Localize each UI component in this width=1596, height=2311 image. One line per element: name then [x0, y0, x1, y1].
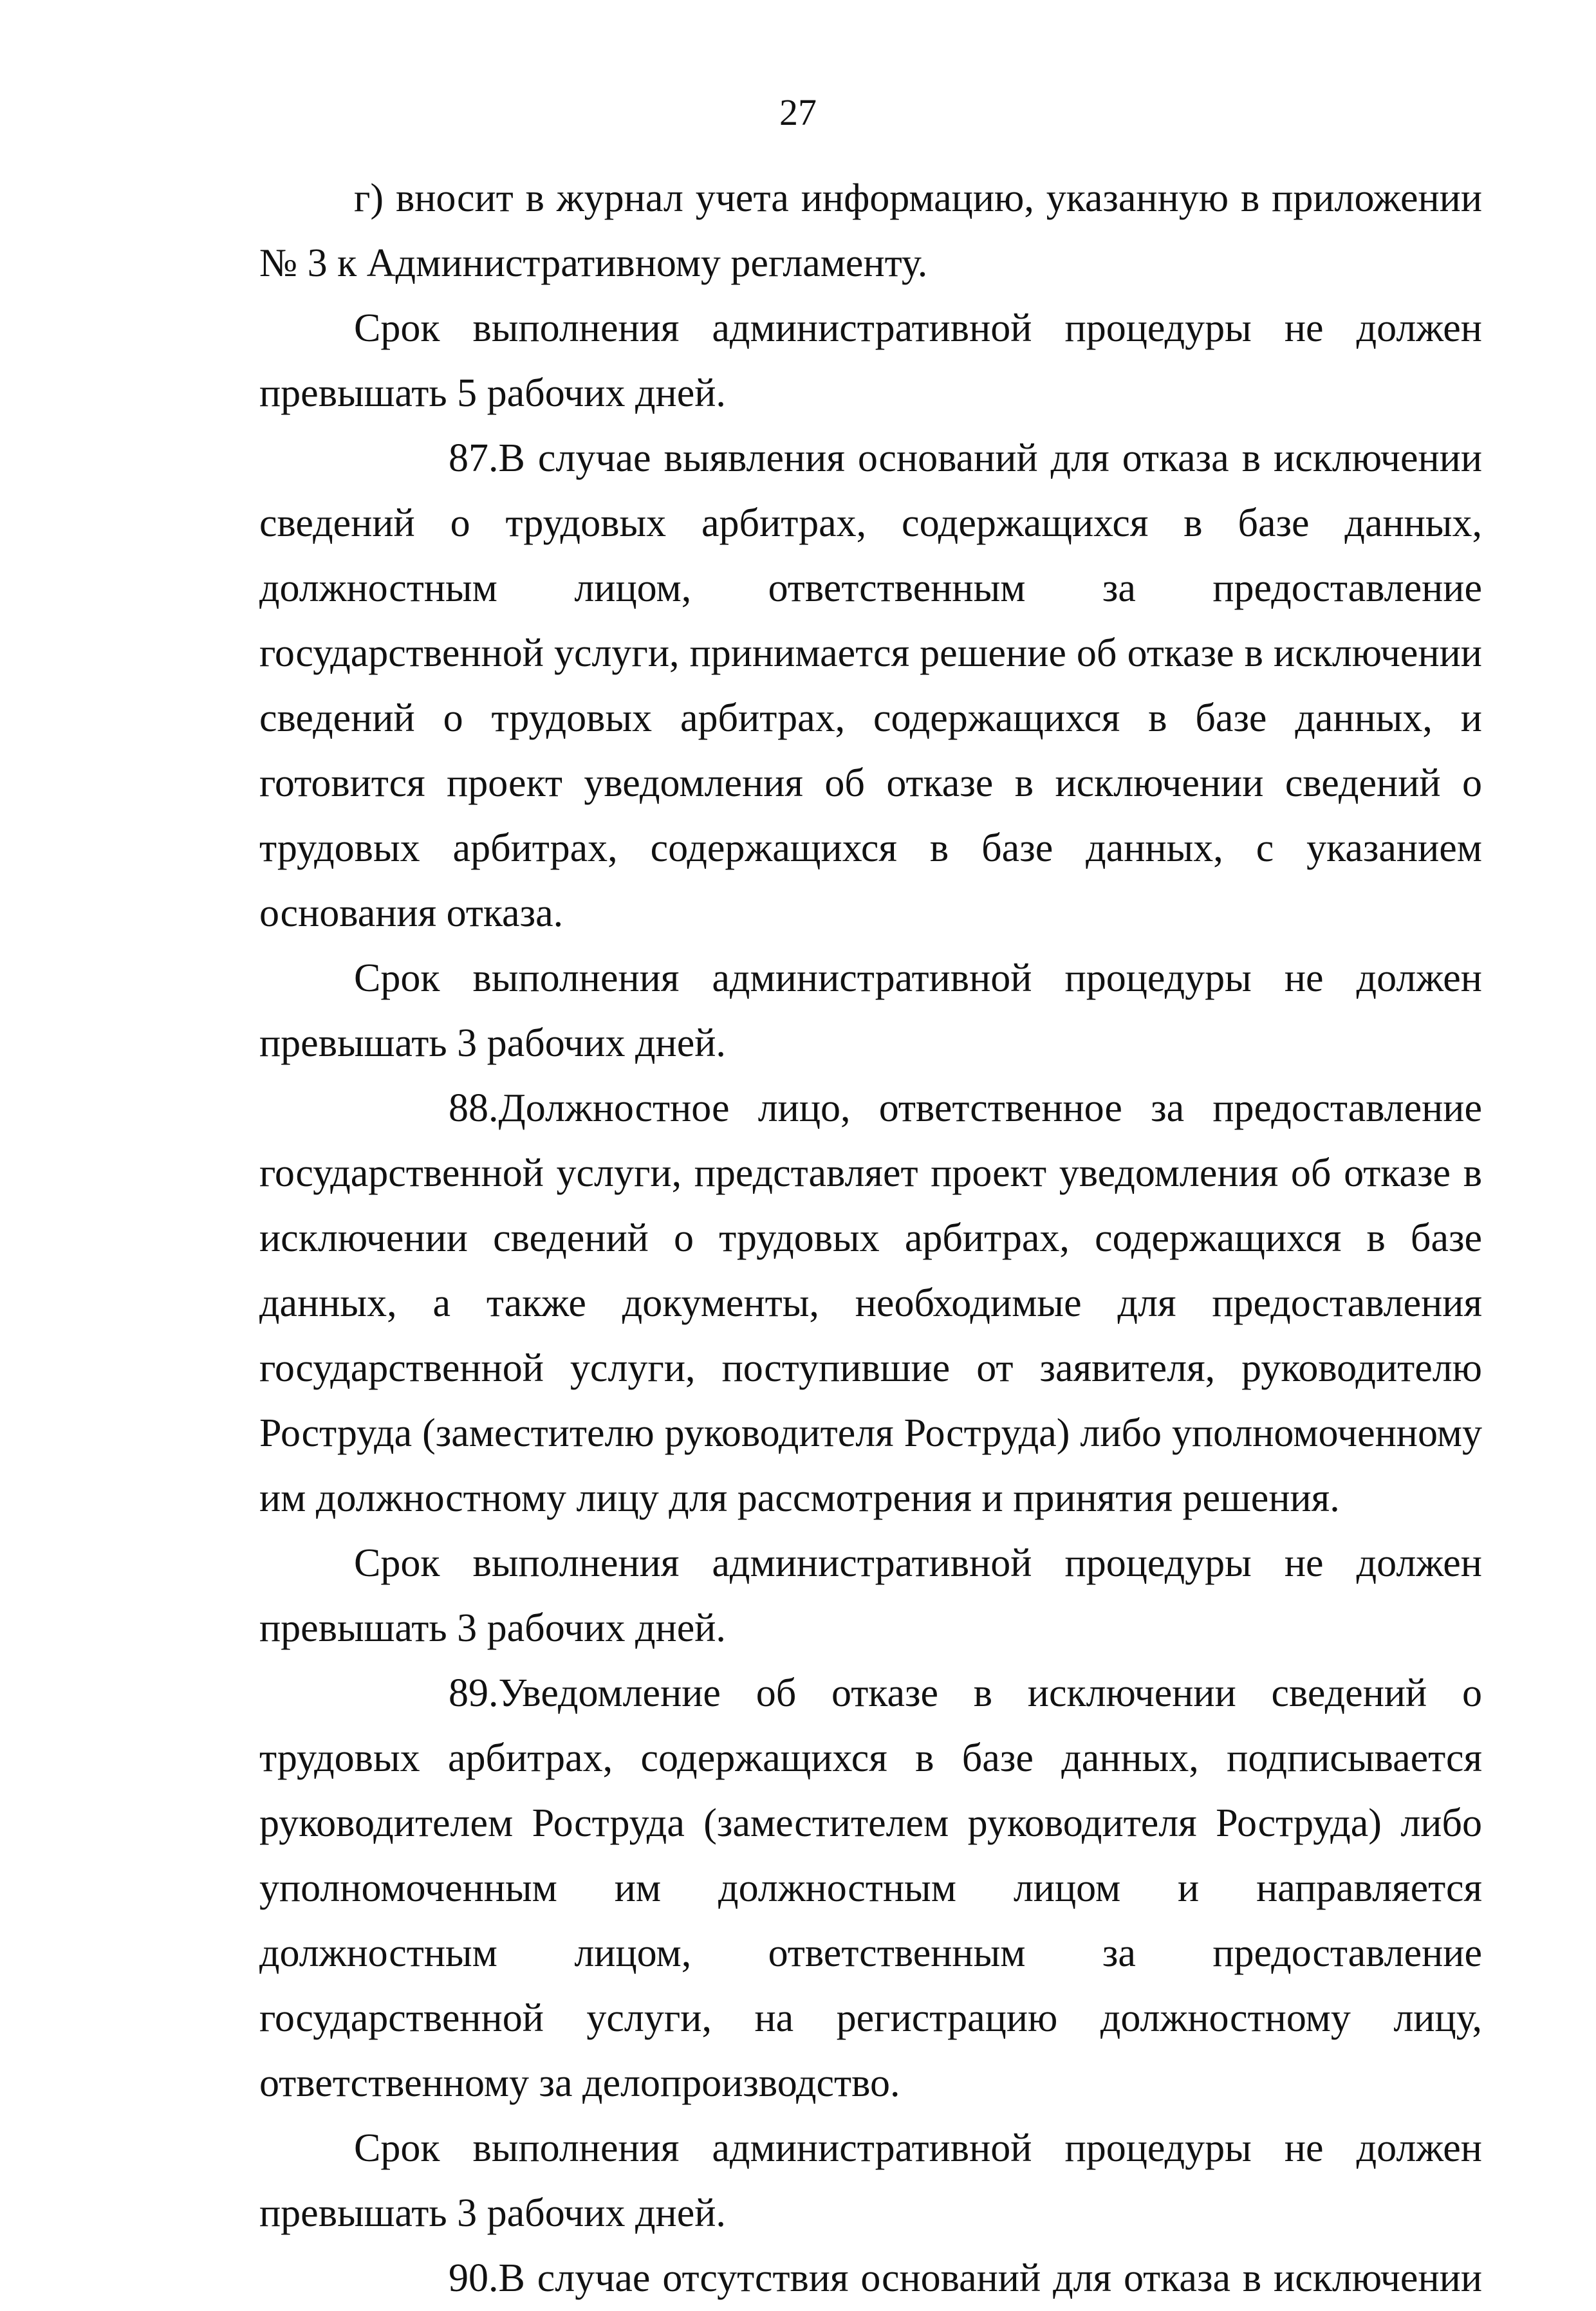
paragraph-text: г) вносит в журнал учета информацию, указанную в приложении № 3 к Административному регламенту.	[259, 176, 1482, 285]
paragraph-90	[259, 2246, 1482, 2311]
paragraph-text: Должностное лицо, ответственное за предоставление государственной услуги, представляет проект уведомления об отказе в исключении сведений о трудовых арбитрах, содержащихся в базе данных, а также документы, необходимые для предоставления государственной услуги, поступившие от заявителя, руководителю Роструда (заместителю руководителя Роструда) либо уполномоченному им должностному лицу для рассмотрения и принятия решения.	[259, 1086, 1482, 1520]
paragraph-number: 88.	[449, 1086, 499, 1130]
paragraph-number: 87.	[449, 436, 499, 480]
paragraph-text: Срок выполнения административной процедуры не должен превышать 5 рабочих дней.	[259, 306, 1482, 415]
paragraph-text: Срок выполнения административной процедуры не должен превышать 3 рабочих дней.	[259, 1541, 1482, 1650]
paragraph-deadline-4	[259, 2116, 1482, 2246]
paragraph-88	[259, 1076, 1482, 1531]
paragraph-number: 89.	[449, 1671, 499, 1715]
paragraph-text: В случае отсутствия оснований для отказа в исключении	[498, 2256, 1482, 2300]
page-number: 27	[779, 91, 817, 133]
paragraph-89	[259, 1661, 1482, 2116]
paragraph-deadline-3	[259, 1531, 1482, 1661]
paragraph-text: Уведомление об отказе в исключении сведений о трудовых арбитрах, содержащихся в базе данных, подписывается руководителем Роструда (заместителем руководителя Роструда) либо уполномоченным им должностным лицом и направляется должностным лицом, ответственным за предоставление государственной услуги, на регистрацию должностному лицу, ответственному за делопроизводство.	[259, 1671, 1482, 2105]
paragraph-text: В случае выявления оснований для отказа в исключении сведений о трудовых арбитрах, содержащихся в базе данных, должностным лицом, ответственным за предоставление государственной услуги, принимается решение об отказе в исключении сведений о трудовых арбитрах, содержащихся в базе данных, и готовится проект уведомления об отказе в исключении сведений о трудовых арбитрах, содержащихся в базе данных, с указанием основания отказа.	[259, 436, 1482, 935]
paragraph-text: Срок выполнения административной процедуры не должен превышать 3 рабочих дней.	[259, 2126, 1482, 2235]
document-body	[259, 166, 1482, 2311]
paragraph-87	[259, 426, 1482, 946]
paragraph-deadline-2	[259, 946, 1482, 1076]
paragraph-deadline-1	[259, 296, 1482, 426]
paragraph-item-g	[259, 166, 1482, 296]
paragraph-text: Срок выполнения административной процедуры не должен превышать 3 рабочих дней.	[259, 956, 1482, 1065]
paragraph-number: 90.	[449, 2256, 499, 2300]
